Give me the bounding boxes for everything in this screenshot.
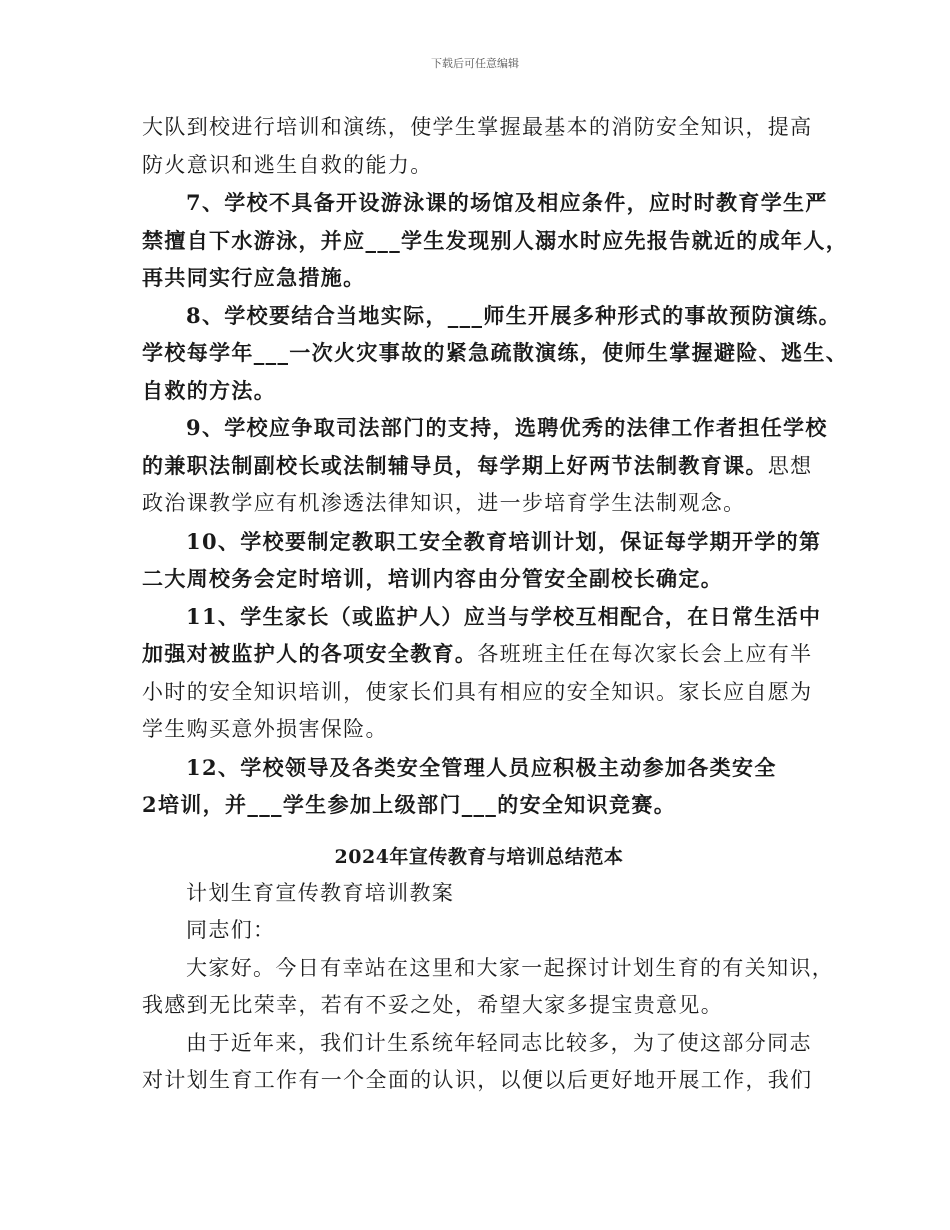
bold-text: 的兼职法制副校长或法制辅导员，每学期上好两节法制教育课。 — [142, 452, 768, 478]
document-body — [142, 109, 849, 1100]
text-line: 12、学校领导及各类安全管理人员应积极主动参加各类安全 — [186, 754, 777, 780]
text-line: 大队到校进行培训和演练，使学生掌握最基本的消防安全知识，提高 — [142, 115, 813, 139]
normal-text: 思想 — [767, 453, 813, 478]
text-line: 9、学校应争取司法部门的支持，选聘优秀的法律工作者担任学校 — [186, 415, 828, 440]
text-line: 8、学校要结合当地实际，___师生开展多种形式的事故预防演练。 — [186, 302, 841, 328]
text-line: 大家好。今日有幸站在这里和大家一起探讨计划生育的有关知识， — [186, 955, 835, 980]
text-line: 我感到无比荣幸，若有不妥之处，希望大家多提宝贵意见。 — [142, 993, 724, 1017]
text-line: 学校每学年___一次火灾事故的紧急疏散演练，使师生掌握避险、逃生、 — [142, 340, 849, 365]
section-subtitle: 计划生育宣传教育培训教案 — [186, 880, 455, 905]
text-line: 2培训，并___学生参加上级部门___的安全知识竞赛。 — [142, 792, 677, 817]
page-header: 下载后可任意编辑 — [431, 57, 519, 70]
text-line: 政治课教学应有机渗透法律知识，进一步培育学生法制观念。 — [142, 491, 746, 515]
paragraph-fire-safety — [142, 109, 813, 184]
text-line: 由于近年来，我们计生系统年轻同志比较多，为了使这部分同志 — [186, 1030, 812, 1055]
paragraph-item-11 — [142, 598, 822, 749]
paragraph-item-12 — [142, 749, 810, 824]
normal-text: 各班班主任在每次家长会上应有半 — [477, 642, 813, 666]
text-line — [142, 447, 813, 486]
salutation: 同志们： — [186, 918, 276, 942]
text-line: 自救的方法。 — [142, 377, 277, 403]
paragraph-item-9 — [142, 409, 828, 523]
text-line: 二大周校务会定时培训，培训内容由分管安全副校长确定。 — [142, 566, 724, 591]
text-line: 对计划生育工作有一个全面的认识，以便以后更好地开展工作，我们 — [142, 1068, 813, 1092]
paragraph-item-7 — [142, 184, 849, 297]
text-line: 防火意识和逃生自救的能力。 — [142, 152, 433, 177]
paragraph-greeting — [142, 950, 835, 1025]
text-line — [142, 635, 813, 674]
text-line: 小时的安全知识培训，使家长们具有相应的安全知识。家长应自愿为 — [142, 679, 813, 704]
section-title: 2024年宣传教育与培训总结范本 — [334, 845, 624, 868]
text-line: 11、学生家长（或监护人）应当与学校互相配合，在日常生活中 — [186, 603, 822, 629]
text-line: 禁擅自下水游泳，并应___学生发现别人溺水时应先报告就近的成年人， — [142, 227, 849, 253]
paragraph-item-10 — [142, 523, 822, 598]
paragraph-intro — [142, 1025, 813, 1100]
text-line: 7、学校不具备开设游泳课的场馆及相应条件，应时时教育学生严 — [186, 190, 828, 215]
paragraph-item-8 — [142, 297, 849, 410]
text-line: 再共同实行应急措施。 — [142, 265, 366, 290]
text-line: 学生购买意外损害保险。 — [142, 717, 388, 741]
bold-text: 加强对被监护人的各项安全教育。 — [142, 641, 478, 666]
text-line: 10、学校要制定教职工安全教育培训计划，保证每学期开学的第 — [186, 528, 822, 554]
